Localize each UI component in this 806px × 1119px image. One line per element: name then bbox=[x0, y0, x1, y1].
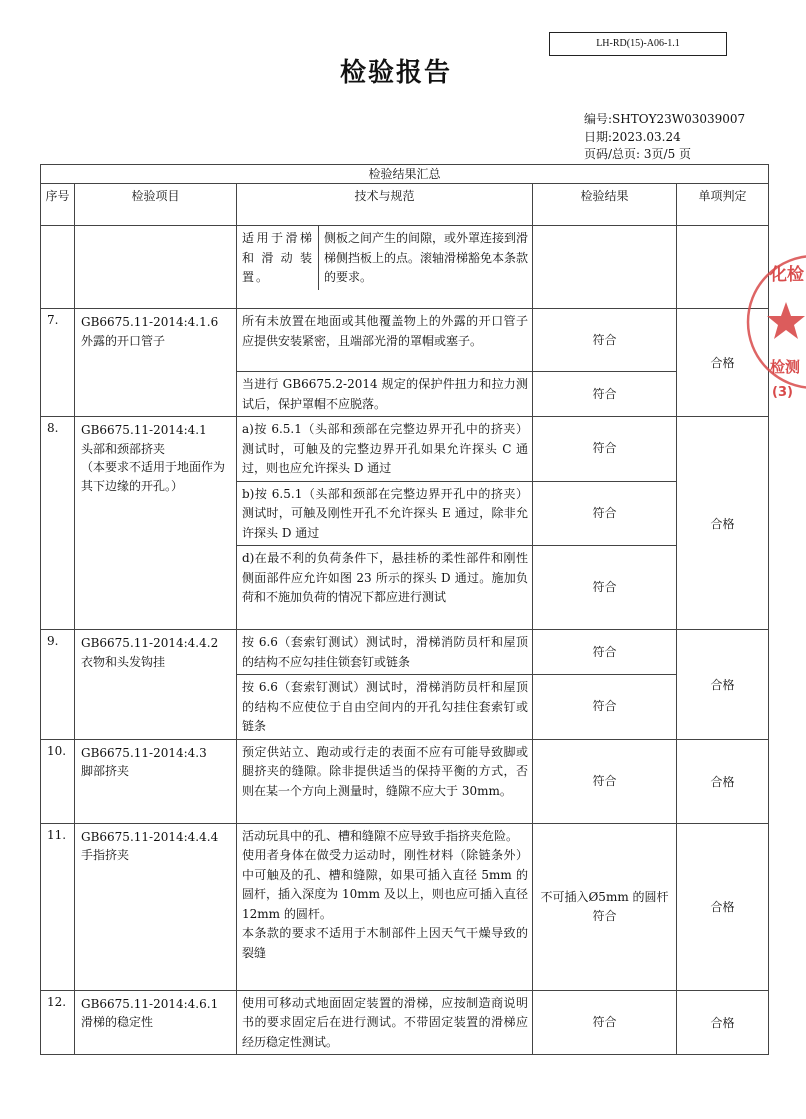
col-header-result: 检验结果 bbox=[533, 184, 677, 226]
row-spec: 按 6.6（套索钉测试）测试时，滑梯消防员杆和屋顶的结构不应勾挂住锁套钉或链条 bbox=[237, 630, 533, 675]
svg-text:检测: 检测 bbox=[770, 358, 801, 376]
row-spec: a)按 6.5.1（头部和颈部在完整边界开孔中的挤夹）测试时，可触及的完整边界开孔如果允许探头 C 通过，则也应允许探头 D 通过 bbox=[237, 417, 533, 482]
row-seq: 7. bbox=[41, 309, 75, 417]
report-date: 日期:2023.03.24 bbox=[584, 129, 681, 144]
row-result: 符合 bbox=[533, 675, 677, 740]
row-item: GB6675.11-2014:4.6.1 滑梯的稳定性 bbox=[75, 990, 237, 1055]
row-item: GB6675.11-2014:4.1 头部和颈部挤夹 （本要求不适用于地面作为其下边缘的开孔。） bbox=[75, 417, 237, 630]
document-code-box: LH-RD(15)-A06-1.1 bbox=[549, 32, 727, 56]
table-row bbox=[41, 417, 769, 482]
row-result: 符合 bbox=[533, 630, 677, 675]
seal-stamp bbox=[766, 250, 806, 410]
row-spec: 所有未放置在地面或其他覆盖物上的外露的开口管子应提供安装紧密，且端部光滑的罩帽或塞子。 bbox=[237, 309, 533, 372]
table-row bbox=[41, 990, 769, 1055]
row-judgement: 合格 bbox=[677, 823, 769, 990]
table-row bbox=[41, 739, 769, 823]
table-row bbox=[41, 630, 769, 675]
row-judgement: 合格 bbox=[677, 630, 769, 740]
row-seq: 8. bbox=[41, 417, 75, 630]
row-item: GB6675.11-2014:4.4.2 衣物和头发钩挂 bbox=[75, 630, 237, 740]
continuation-left: 适用于滑梯和滑动装置。 bbox=[237, 226, 319, 290]
row-item: GB6675.11-2014:4.1.6 外露的开口管子 bbox=[75, 309, 237, 417]
report-number: 编号:SHTOY23W03039007 bbox=[584, 112, 746, 126]
row-result: 符合 bbox=[533, 546, 677, 630]
svg-text:(3): (3) bbox=[772, 385, 793, 400]
row-spec: 预定供站立、跑动或行走的表面不应有可能导致脚或腿挤夹的缝隙。除非提供适当的保持平衡的方式，否则在某一个方向上测量时，缝隙不应大于 30mm。 bbox=[237, 739, 533, 823]
continuation-right: 侧板之间产生的间隙，或外罩连接到滑梯侧挡板上的点。滚轴滑梯豁免本条款的要求。 bbox=[324, 231, 529, 284]
row-result: 符合 bbox=[533, 417, 677, 482]
row-result: 符合 bbox=[533, 990, 677, 1055]
svg-text:化检: 化检 bbox=[770, 265, 804, 285]
row-judgement: 合格 bbox=[677, 739, 769, 823]
row-result: 符合 bbox=[533, 372, 677, 417]
row-result: 不可插入Ø5mm 的圆杆 符合 bbox=[533, 823, 677, 990]
row-spec: 当进行 GB6675.2-2014 规定的保护件扭力和拉力测试后，保护罩帽不应脱落。 bbox=[237, 372, 533, 417]
inspection-summary-table bbox=[40, 164, 769, 1055]
table-row bbox=[41, 309, 769, 372]
row-seq: 11. bbox=[41, 823, 75, 990]
page-indicator: 页码/总页: 3页/5 页 bbox=[584, 147, 692, 161]
row-judgement: 合格 bbox=[677, 990, 769, 1055]
col-header-spec: 技术与规范 bbox=[237, 184, 533, 226]
col-header-seq: 序号 bbox=[41, 184, 75, 226]
row-item: GB6675.11-2014:4.3 脚部挤夹 bbox=[75, 739, 237, 823]
summary-title: 检验结果汇总 bbox=[41, 165, 769, 184]
row-judgement: 合格 bbox=[677, 309, 769, 417]
table-row bbox=[41, 823, 769, 990]
row-item: GB6675.11-2014:4.4.4 手指挤夹 bbox=[75, 823, 237, 990]
continuation-row bbox=[41, 226, 769, 309]
row-spec: b)按 6.5.1（头部和颈部在完整边界开孔中的挤夹）测试时，可触及刚性开孔不允许探头 E 通过，除非允许探头 D 通过 bbox=[237, 481, 533, 546]
row-judgement: 合格 bbox=[677, 417, 769, 630]
row-seq: 9. bbox=[41, 630, 75, 740]
col-header-item: 检验项目 bbox=[75, 184, 237, 226]
row-seq: 12. bbox=[41, 990, 75, 1055]
row-spec: d)在最不利的负荷条件下，悬挂桥的柔性部件和刚性侧面部件应允许如图 23 所示的探头 D 通过。施加负荷和不施加负荷的情况下都应进行测试 bbox=[237, 546, 533, 630]
row-spec: 活动玩具中的孔、槽和缝隙不应导致手指挤夹危险。 使用者身体在做受力运动时，刚性材料（除链条外）中可触及的孔、槽和缝隙，如果可插入直径 5mm 的圆杆，插入深度为 10mm 及以上，则也应可插入直径 12mm 的圆杆。 本条款的要求不适用于木制部件上因天气干燥导致的裂缝 bbox=[237, 823, 533, 990]
row-seq: 10. bbox=[41, 739, 75, 823]
col-header-judgement: 单项判定 bbox=[677, 184, 769, 226]
row-result: 符合 bbox=[533, 739, 677, 823]
report-meta bbox=[584, 111, 745, 164]
row-spec: 使用可移动式地面固定装置的滑梯，应按制造商说明书的要求固定后在进行测试。不带固定装置的滑梯应经历稳定性测试。 bbox=[237, 990, 533, 1055]
row-result: 符合 bbox=[533, 309, 677, 372]
page-title: 检验报告 bbox=[339, 58, 452, 88]
row-spec: 按 6.6（套索钉测试）测试时，滑梯消防员杆和屋顶的结构不应使位于自由空间内的开孔勾挂住套索钉或链条 bbox=[237, 675, 533, 740]
row-result: 符合 bbox=[533, 481, 677, 546]
star-icon bbox=[767, 302, 805, 339]
